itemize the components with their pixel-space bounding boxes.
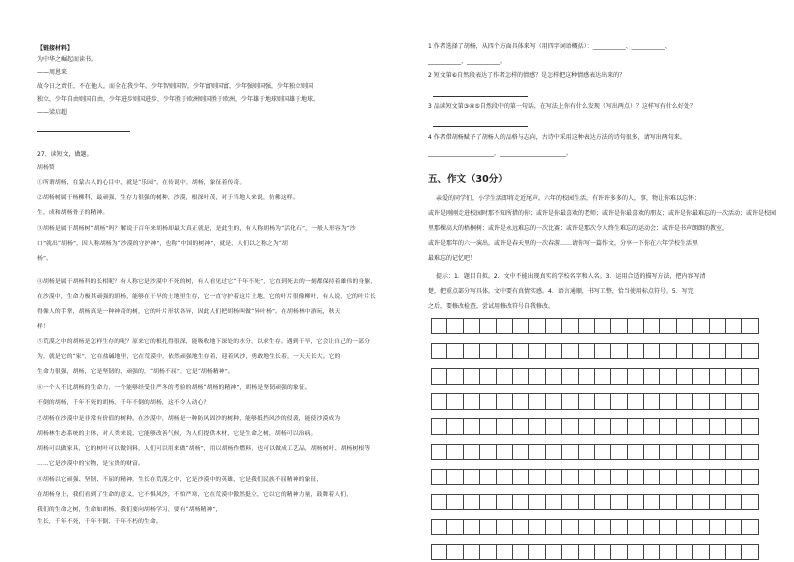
grid-cell[interactable]: [579, 469, 595, 485]
grid-cell[interactable]: [546, 368, 562, 384]
grid-cell[interactable]: [562, 469, 578, 485]
grid-cell[interactable]: [529, 318, 545, 334]
grid-cell[interactable]: [742, 544, 758, 560]
composition-intro-4: 或许是那年的六一演出，或许是春天里的一次春游……请你写一篇作文，分享一下你在六年学校生活里: [428, 240, 699, 247]
grid-cell[interactable]: [693, 368, 709, 384]
grid-cell[interactable]: [480, 444, 496, 460]
grid-cell[interactable]: [464, 318, 480, 334]
grid-cell[interactable]: [431, 444, 447, 460]
grid-cell[interactable]: [529, 544, 545, 560]
grid-cell[interactable]: [447, 318, 463, 334]
grid-cell[interactable]: [726, 544, 742, 560]
grid-cell[interactable]: [628, 343, 644, 359]
grid-cell[interactable]: [431, 368, 447, 384]
grid-cell[interactable]: [562, 318, 578, 334]
grid-cell[interactable]: [660, 418, 676, 434]
grid-cell[interactable]: [431, 343, 447, 359]
grid-row: [431, 368, 759, 384]
grid-cell[interactable]: [513, 318, 529, 334]
grid-cell[interactable]: [611, 393, 627, 409]
quote-liang-line2: 独立，少年自由则国自由，少年进步则国进步，少年胜于欧洲则国胜于欧洲，少年雄于地球则国雄于地球。: [37, 96, 320, 103]
grid-cell[interactable]: [447, 343, 463, 359]
essay-title: 胡杨赞: [37, 165, 55, 171]
grid-cell[interactable]: [710, 519, 726, 535]
question-27: 27、读短文，做题。: [37, 151, 93, 158]
grid-cell[interactable]: [513, 544, 529, 560]
composition-tip-2: 楚，把重点部分写具体。文中要有真情实感。4．语言通顺，书写工整，恰当使用标点符号。5．写完: [428, 288, 694, 295]
grid-cell[interactable]: [726, 343, 742, 359]
para-4d: 样！: [37, 324, 49, 330]
grid-cell[interactable]: [579, 393, 595, 409]
grid-row: [431, 494, 759, 510]
grid-cell[interactable]: [628, 368, 644, 384]
grid-cell[interactable]: [431, 519, 447, 535]
composition-intro-3: 里那棵高大的梧桐树；或许是永远难忘的一次比赛；或许是那次令人终生难忘的运动会；或许是书声朗朗的教室，: [428, 225, 729, 232]
grid-cell[interactable]: [644, 494, 660, 510]
grid-cell[interactable]: [644, 444, 660, 460]
quote-liang-author: ——梁启超: [37, 109, 68, 116]
grid-cell[interactable]: [660, 318, 676, 334]
grid-row: [431, 418, 759, 434]
para-8d: 生长，千年不死，千年不倒，千年不朽的生命。: [37, 519, 162, 525]
grid-cell[interactable]: [480, 343, 496, 359]
grid-cell[interactable]: [660, 519, 676, 535]
grid-cell[interactable]: [595, 343, 611, 359]
grid-cell[interactable]: [677, 469, 693, 485]
grid-cell[interactable]: [628, 418, 644, 434]
grid-cell[interactable]: [529, 519, 545, 535]
grid-cell[interactable]: [595, 418, 611, 434]
grid-cell[interactable]: [611, 544, 627, 560]
grid-cell[interactable]: [693, 519, 709, 535]
grid-cell[interactable]: [693, 469, 709, 485]
para-3: ③胡杨是属于胡杨树“胡杨”吗？解说于百年来胡杨却最大真正就是，是此生的，有人称胡杨为“活化石”，一般人形容为“沙: [37, 226, 356, 232]
grid-cell[interactable]: [480, 469, 496, 485]
quote-zhou-author: ——周恩来: [37, 69, 68, 76]
grid-cell[interactable]: [579, 544, 595, 560]
grid-cell[interactable]: [726, 318, 742, 334]
grid-cell[interactable]: [431, 494, 447, 510]
grid-cell[interactable]: [546, 318, 562, 334]
grid-cell[interactable]: [431, 469, 447, 485]
grid-cell[interactable]: [628, 444, 644, 460]
grid-cell[interactable]: [693, 418, 709, 434]
question-3: 3 品读短文第③④⑤自然段中的第一句话，在写法上你有什么发现（写出两点）？这样写有什么好处？: [428, 103, 696, 110]
grid-cell[interactable]: [431, 544, 447, 560]
grid-cell[interactable]: [546, 343, 562, 359]
grid-cell[interactable]: [513, 444, 529, 460]
grid-cell[interactable]: [677, 544, 693, 560]
grid-cell[interactable]: [529, 368, 545, 384]
grid-cell[interactable]: [742, 418, 758, 434]
grid-cell[interactable]: [660, 343, 676, 359]
grid-cell[interactable]: [742, 469, 758, 485]
grid-cell[interactable]: [464, 494, 480, 510]
grid-cell[interactable]: [447, 494, 463, 510]
grid-cell[interactable]: [710, 418, 726, 434]
grid-row: [431, 444, 759, 460]
grid-cell[interactable]: [628, 544, 644, 560]
grid-cell[interactable]: [595, 444, 611, 460]
quote-liang-line1: 故今日之责任，不在他人，而全在我少年。少年智则国智，少年富则国富，少年强则国强，少年独立则国: [37, 83, 314, 90]
grid-cell[interactable]: [447, 418, 463, 434]
section-composition: 五、作文（30分）: [428, 174, 508, 185]
grid-cell[interactable]: [595, 469, 611, 485]
grid-cell[interactable]: [644, 343, 660, 359]
grid-cell[interactable]: [726, 494, 742, 510]
grid-cell[interactable]: [693, 393, 709, 409]
grid-cell[interactable]: [677, 418, 693, 434]
grid-row: [431, 318, 759, 334]
grid-cell[interactable]: [529, 393, 545, 409]
grid-cell[interactable]: [595, 544, 611, 560]
grid-cell[interactable]: [562, 444, 578, 460]
question-2: 2 短文第⑥自然段表达了作者怎样的情感？是怎样把这种情感表达出来的？: [428, 72, 626, 79]
grid-cell[interactable]: [562, 368, 578, 384]
grid-cell[interactable]: [497, 393, 513, 409]
grid-cell[interactable]: [464, 469, 480, 485]
grid-cell[interactable]: [447, 444, 463, 460]
para-6: ⑥一个人不比胡杨的生命力，一个能够经受住严冬的考验的胡杨“胡杨的精神”，胡杨是坚韧顽强的象征。: [37, 385, 311, 391]
grid-cell[interactable]: [546, 469, 562, 485]
grid-cell[interactable]: [644, 418, 660, 434]
grid-cell[interactable]: [546, 444, 562, 460]
para-5b: 为，就是它的“家”，它在盐碱地里，它在荒漠中，依然顽强地生存着，迎着风沙，勇敢地生长着，一天天长大。它的: [37, 354, 341, 360]
grid-cell[interactable]: [677, 318, 693, 334]
para-8b: 在胡杨身上，我们看到了生命的意义，它不惧风沙，不怕严寒，它在荒漠中傲然挺立，它以它的精神力量，鼓舞着人们，: [37, 492, 353, 498]
grid-cell[interactable]: [628, 519, 644, 535]
grid-cell[interactable]: [644, 318, 660, 334]
grid-cell[interactable]: [497, 469, 513, 485]
grid-cell[interactable]: [447, 544, 463, 560]
para-1: ①所谓胡杨，在蒙古人的心目中，就是“乐园”，在传说中，胡杨，象征着传奇。: [37, 180, 246, 186]
grid-cell[interactable]: [742, 519, 758, 535]
grid-cell[interactable]: [726, 519, 742, 535]
grid-cell[interactable]: [579, 494, 595, 510]
grid-row: [431, 393, 759, 409]
grid-cell[interactable]: [611, 418, 627, 434]
para-4c: 得像人的手掌，胡杨真是一种神奇的树，它的叶片形状各异，因此人们把胡杨叫做“异叶杨”。在胡杨林中游玩，秋天: [37, 309, 341, 315]
answer-line-3[interactable]: [433, 126, 528, 127]
grid-cell[interactable]: [660, 368, 676, 384]
grid-cell[interactable]: [579, 318, 595, 334]
grid-cell[interactable]: [431, 318, 447, 334]
grid-cell[interactable]: [677, 494, 693, 510]
grid-cell[interactable]: [464, 343, 480, 359]
composition-intro-5: 最难忘的记忆吧！: [428, 255, 477, 262]
grid-cell[interactable]: [611, 494, 627, 510]
grid-cell[interactable]: [660, 393, 676, 409]
grid-cell[interactable]: [497, 444, 513, 460]
grid-cell[interactable]: [562, 494, 578, 510]
grid-cell[interactable]: [497, 343, 513, 359]
grid-cell[interactable]: [497, 544, 513, 560]
grid-cell[interactable]: [726, 368, 742, 384]
grid-cell[interactable]: [710, 444, 726, 460]
grid-cell[interactable]: [595, 494, 611, 510]
grid-cell[interactable]: [628, 469, 644, 485]
composition-tip-3: 之后，要修改检查，尝试用修改符号自我修改。: [428, 303, 555, 310]
para-7: ⑦胡杨在沙漠中是非常有价值的树种。在沙漠中，胡杨是一种防风固沙的树种，能够抵挡风沙的侵袭，能使沙漠成为: [37, 416, 341, 422]
grid-cell[interactable]: [562, 343, 578, 359]
grid-cell[interactable]: [497, 318, 513, 334]
grid-cell[interactable]: [497, 519, 513, 535]
grid-cell[interactable]: [480, 418, 496, 434]
grid-cell[interactable]: [497, 368, 513, 384]
grid-cell[interactable]: [595, 393, 611, 409]
grid-cell[interactable]: [546, 494, 562, 510]
grid-cell[interactable]: [693, 494, 709, 510]
grid-cell[interactable]: [710, 393, 726, 409]
grid-cell[interactable]: [595, 318, 611, 334]
question-1: 1 作者选择了胡杨，从四个方面具体来写（用四字词语概括）：___________、___________、: [428, 43, 671, 50]
grid-cell[interactable]: [513, 519, 529, 535]
grid-cell[interactable]: [529, 418, 545, 434]
grid-cell[interactable]: [447, 368, 463, 384]
grid-cell[interactable]: [726, 393, 742, 409]
question-1-blanks: ___________、___________。: [428, 58, 507, 65]
grid-cell[interactable]: [431, 393, 447, 409]
grid-cell[interactable]: [513, 393, 529, 409]
grid-cell[interactable]: [431, 418, 447, 434]
grid-cell[interactable]: [464, 393, 480, 409]
grid-cell[interactable]: [742, 318, 758, 334]
grid-cell[interactable]: [742, 393, 758, 409]
grid-cell[interactable]: [742, 368, 758, 384]
divider-rule: [37, 131, 130, 132]
grid-cell[interactable]: [579, 444, 595, 460]
para-5c: 生命力很强，胡杨，它是坚韧的，顽强的，“胡杨不屈”，它是“胡杨精神”。: [37, 369, 234, 375]
grid-cell[interactable]: [726, 444, 742, 460]
para-4b: 在沙漠中，生命力极其顽强的胡杨，能够在干旱的土地里生存，它一直守护着这片土地，它的叶片很像柳叶，有人说，它的叶片长: [37, 294, 376, 300]
grid-cell[interactable]: [628, 494, 644, 510]
grid-cell[interactable]: [595, 519, 611, 535]
grid-cell[interactable]: [497, 494, 513, 510]
grid-cell[interactable]: [710, 494, 726, 510]
grid-cell[interactable]: [660, 494, 676, 510]
grid-cell[interactable]: [611, 444, 627, 460]
grid-cell[interactable]: [693, 444, 709, 460]
grid-row: [431, 544, 759, 560]
grid-cell[interactable]: [611, 318, 627, 334]
para-8c: 我们的生命之树，生命如胡杨，我们要向胡杨学习，要有“胡杨精神”，: [37, 507, 222, 513]
para-6b: 不倒的胡杨，千年不死的胡杨，千年不倒的胡杨，这不令人动心？: [37, 400, 210, 406]
grid-cell[interactable]: [529, 469, 545, 485]
grid-cell[interactable]: [562, 544, 578, 560]
grid-cell[interactable]: [464, 544, 480, 560]
grid-cell[interactable]: [464, 368, 480, 384]
grid-cell[interactable]: [677, 519, 693, 535]
grid-cell[interactable]: [628, 393, 644, 409]
grid-cell[interactable]: [660, 444, 676, 460]
answer-line-2[interactable]: [433, 96, 528, 97]
composition-intro-1: 亲爱的同学们，小学生活即将走近尾声。六年的校园生活，有许许多多的人，事，物让你难以忘怀；: [436, 195, 701, 202]
grid-cell[interactable]: [513, 343, 529, 359]
grid-cell[interactable]: [660, 544, 676, 560]
grid-cell[interactable]: [595, 368, 611, 384]
grid-cell[interactable]: [644, 393, 660, 409]
para-7c: 胡杨可以做家具，它的树叶可以做饲料，人们可以用来做“胡杨”，用以胡杨作燃料，也可以做成工艺品，胡杨树叶、胡杨树根等: [37, 446, 371, 452]
grid-cell[interactable]: [513, 494, 529, 510]
grid-row: [431, 343, 759, 359]
grid-row: [431, 519, 759, 535]
grid-cell[interactable]: [546, 519, 562, 535]
grid-cell[interactable]: [611, 519, 627, 535]
grid-row: [431, 469, 759, 485]
grid-cell[interactable]: [447, 519, 463, 535]
para-5: ⑤荒漠之中的胡杨是怎样生存的呢？原来它的根扎得很深，能吸收地下深处的水分，以求生存。遇到干旱，它会让自己的一部分: [37, 339, 371, 345]
grid-cell[interactable]: [579, 519, 595, 535]
grid-cell[interactable]: [611, 343, 627, 359]
grid-cell[interactable]: [497, 418, 513, 434]
grid-cell[interactable]: [644, 519, 660, 535]
grid-cell[interactable]: [693, 318, 709, 334]
grid-cell[interactable]: [529, 494, 545, 510]
grid-cell[interactable]: [562, 418, 578, 434]
composition-tip-1: 提示：1．题目自拟。2．文中不能出现真实的学校名字和人名。3．运用合适的描写方法，把内容写清: [436, 273, 706, 280]
grid-cell[interactable]: [464, 418, 480, 434]
para-2: ②胡杨树属于杨柳科，最顽强，生存力很强的树种，沙漠，根深叶茂，对于当地人来说，仿佛这样。: [37, 195, 299, 201]
grid-cell[interactable]: [562, 519, 578, 535]
grid-cell[interactable]: [677, 368, 693, 384]
para-2b: 生，成和胡杨骨子的精神。: [37, 210, 109, 216]
question-4: 4 作者借胡杨赋予了胡杨人的品格与志向，古诗中采用这种表达方法的诗句很多，请写出两句来。: [428, 134, 686, 141]
grid-cell[interactable]: [611, 469, 627, 485]
grid-cell[interactable]: [579, 343, 595, 359]
grid-cell[interactable]: [447, 469, 463, 485]
grid-cell[interactable]: [644, 368, 660, 384]
grid-cell[interactable]: [480, 368, 496, 384]
grid-cell[interactable]: [710, 318, 726, 334]
composition-intro-2: 或许是刚刚走进校园时那不知所措的你；或许是你最喜欢的老师；或许是你最喜欢的朋友；或许是你最难忘的一次活动；或许是校园: [428, 210, 777, 217]
grid-cell[interactable]: [677, 393, 693, 409]
grid-cell[interactable]: [480, 494, 496, 510]
grid-cell[interactable]: [742, 494, 758, 510]
grid-cell[interactable]: [710, 343, 726, 359]
grid-cell[interactable]: [611, 368, 627, 384]
grid-cell[interactable]: [710, 469, 726, 485]
link-material-heading: 【链接材料】: [37, 45, 74, 52]
grid-cell[interactable]: [726, 469, 742, 485]
grid-cell[interactable]: [546, 544, 562, 560]
grid-cell[interactable]: [513, 418, 529, 434]
grid-cell[interactable]: [529, 444, 545, 460]
grid-cell[interactable]: [513, 469, 529, 485]
grid-cell[interactable]: [464, 519, 480, 535]
grid-cell[interactable]: [660, 469, 676, 485]
para-3c: 杨”。: [37, 256, 53, 262]
grid-cell[interactable]: [480, 544, 496, 560]
grid-cell[interactable]: [628, 318, 644, 334]
grid-cell[interactable]: [546, 418, 562, 434]
grid-cell[interactable]: [726, 418, 742, 434]
grid-cell[interactable]: [677, 444, 693, 460]
quote-zhou: 为中华之崛起而读书。: [37, 56, 98, 63]
grid-cell[interactable]: [579, 368, 595, 384]
grid-cell[interactable]: [529, 343, 545, 359]
grid-cell[interactable]: [562, 393, 578, 409]
grid-cell[interactable]: [742, 343, 758, 359]
grid-cell[interactable]: [644, 544, 660, 560]
grid-cell[interactable]: [579, 418, 595, 434]
para-8: ⑧胡杨以它顽强、坚韧、不屈的精神，生长在荒漠之中，它是沙漠中的英雄，它是我们民族不屈精神的象征，: [37, 477, 323, 483]
grid-cell[interactable]: [480, 393, 496, 409]
grid-cell[interactable]: [742, 444, 758, 460]
grid-cell[interactable]: [546, 393, 562, 409]
grid-cell[interactable]: [447, 393, 463, 409]
grid-cell[interactable]: [464, 444, 480, 460]
grid-cell[interactable]: [644, 469, 660, 485]
para-4: ④胡杨是属于胡杨科的长相呢？有人称它是沙漠中不死的树，有人看见过它“千年不死”，它直到死去的一刻都保持着雄伟的身躯，: [37, 279, 377, 285]
grid-cell[interactable]: [710, 544, 726, 560]
grid-cell[interactable]: [480, 318, 496, 334]
grid-cell[interactable]: [513, 368, 529, 384]
question-4-blanks: ______________________，______________________。: [428, 150, 573, 157]
grid-cell[interactable]: [693, 343, 709, 359]
para-3b: 口”就出“胡杨”，因人称胡杨为“沙漠的守护神”，也称“中国的树神”，就是，人们以之称之为“胡: [37, 241, 288, 247]
grid-cell[interactable]: [693, 544, 709, 560]
grid-cell[interactable]: [677, 343, 693, 359]
grid-cell[interactable]: [480, 519, 496, 535]
para-7b: 胡杨林生态系统的主体，对人类来说，它能够改善气候，为人们提供木材，它是生命之树，胡杨可以治病。: [37, 431, 317, 437]
grid-cell[interactable]: [710, 368, 726, 384]
para-7d: ……它是沙漠中的宝物，是宝贵的财富。: [37, 461, 145, 467]
